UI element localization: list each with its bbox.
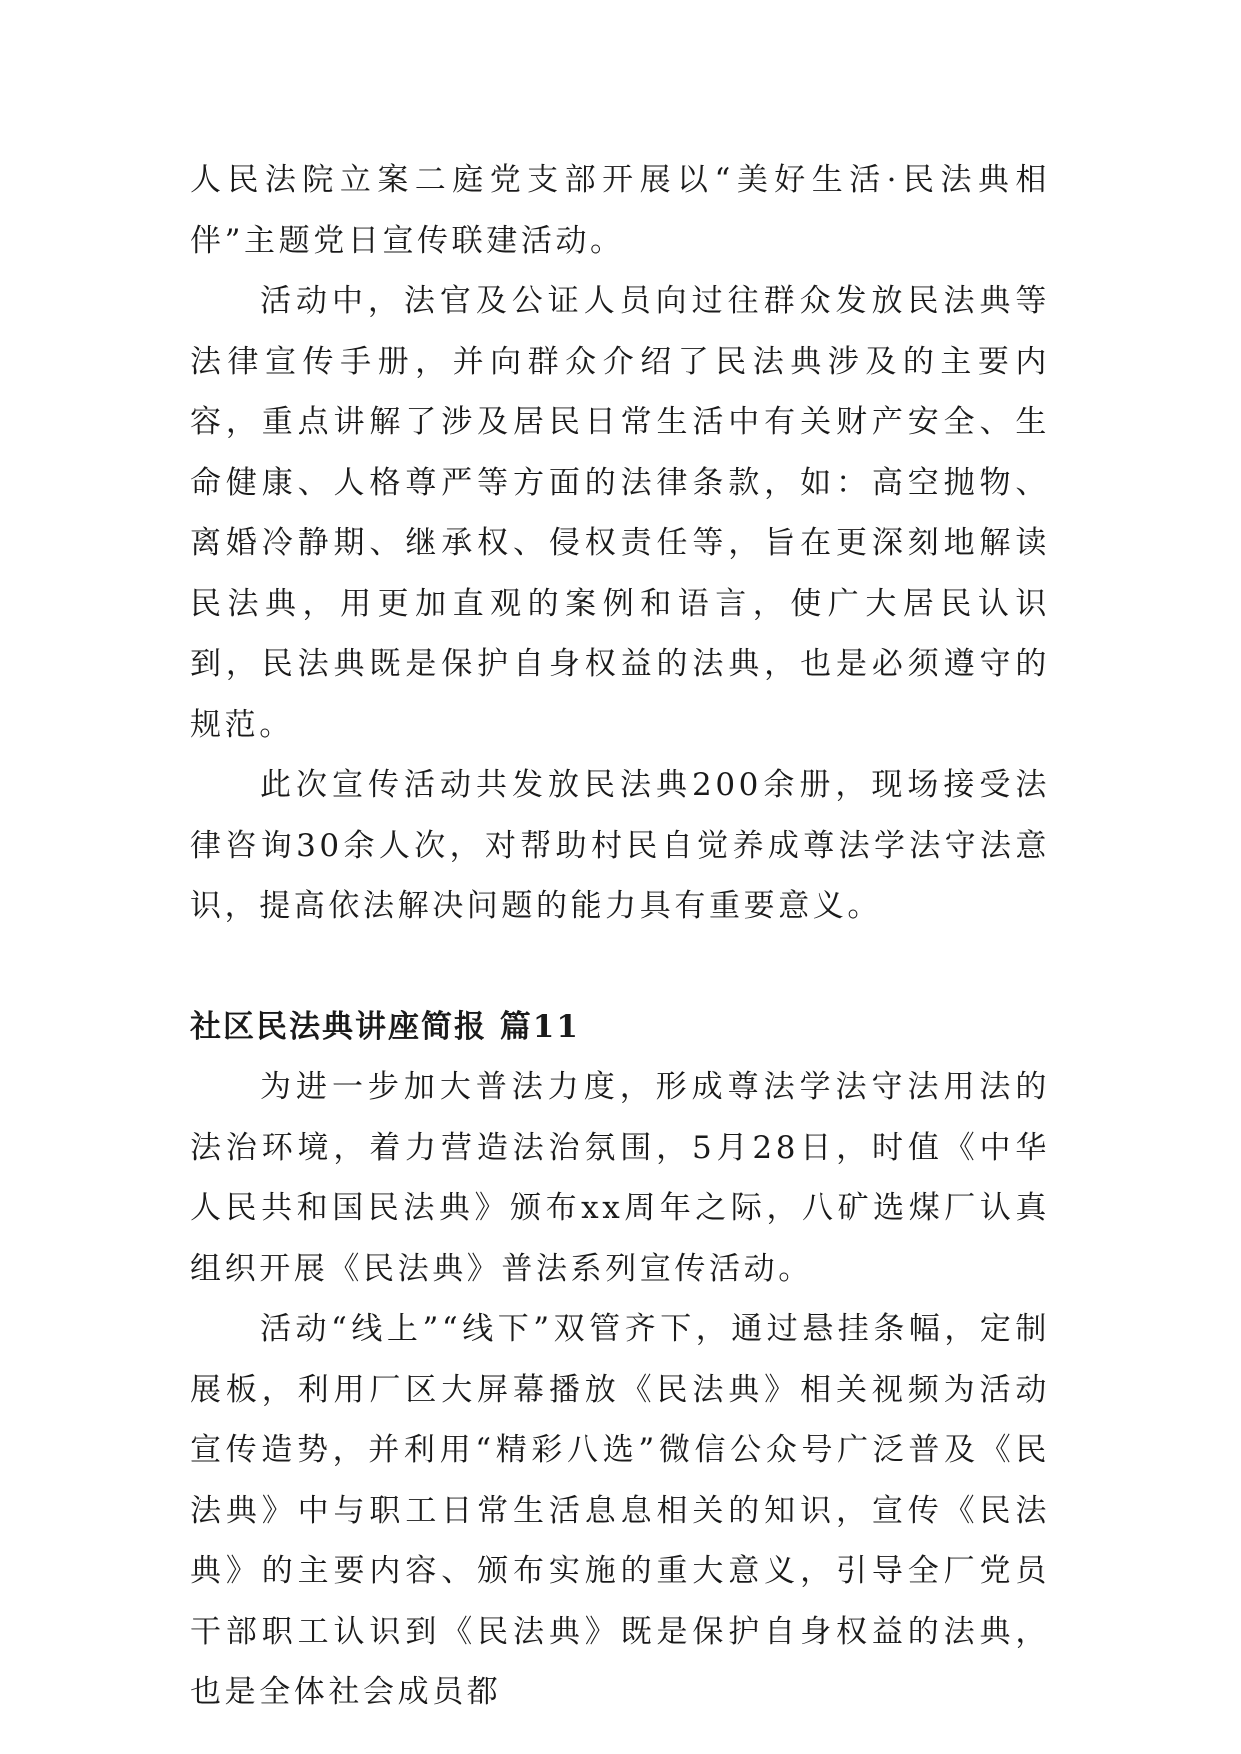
paragraph-activity-summary: 此次宣传活动共发放民法典200余册，现场接受法律咨询30余人次，对帮助村民自觉养成尊法学法守法意识，提高依法解决问题的能力具有重要意义。 <box>190 767 1050 924</box>
paragraph-section-intro: 为进一步加大普法力度，形成尊法学法守法用法的法治环境，着力营造法治氛围，5月28日，时值《中华人民共和国民法典》颁布xx周年之际，八矿选煤厂认真组织开展《民法典》普法系列宣传活动。 <box>190 1069 1050 1287</box>
paragraph-intro-continued: 人民法院立案二庭党支部开展以“美好生活·民法典相伴”主题党日宣传联建活动。 <box>190 162 1050 259</box>
paragraph-activity-details: 活动中，法官及公证人员向过往群众发放民法典等法律宣传手册，并向群众介绍了民法典涉及的主要内容，重点讲解了涉及居民日常生活中有关财产安全、生命健康、人格尊严等方面的法律条款，如：高空抛物、离婚冷静期、继承权、侵权责任等，旨在更深刻地解读民法典，用更加直观的案例和语言，使广大居民认识到，民法典既是保护自身权益的法典，也是必须遵守的规范。 <box>190 283 1050 743</box>
paragraph-section-activity: 活动“线上”“线下”双管齐下，通过悬挂条幅，定制展板，利用厂区大屏幕播放《民法典》相关视频为活动宣传造势，并利用“精彩八选”微信公众号广泛普及《民法典》中与职工日常生活息息相关的知识，宣传《民法典》的主要内容、颁布实施的重大意义，引导全厂党员干部职工认识到《民法典》既是保护自身权益的法典，也是全体社会成员都 <box>190 1311 1050 1710</box>
document-page <box>190 150 1050 1723</box>
section-heading: 社区民法典讲座简报 篇11 <box>190 1008 580 1045</box>
